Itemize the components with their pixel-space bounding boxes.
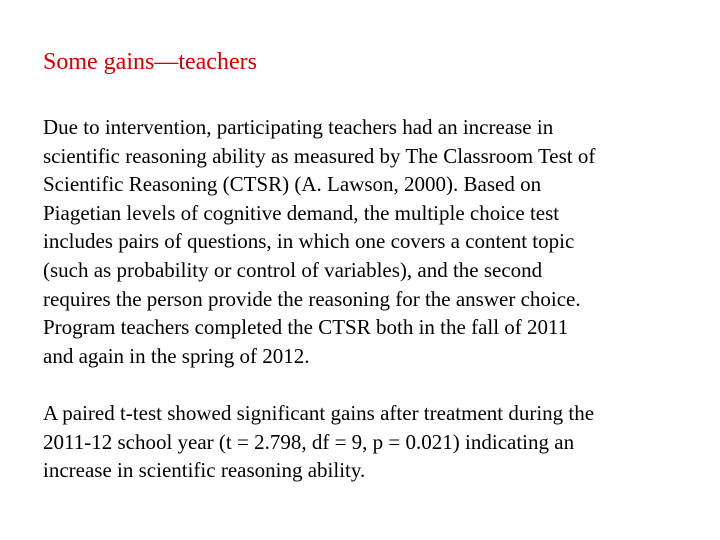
- text-line: Program teachers completed the CTSR both in the fall of 2011: [43, 315, 569, 340]
- text-line: (such as probability or control of variables), and the second: [43, 257, 543, 282]
- body-paragraph-2: [43, 399, 693, 485]
- text-line: increase in scientific reasoning ability.: [43, 458, 366, 483]
- text-line: Scientific Reasoning (CTSR) (A. Lawson, 2000). Based on: [43, 172, 542, 197]
- text-line: requires the person provide the reasoning for the answer choice.: [43, 286, 581, 311]
- text-line: 2011-12 school year (t = 2.798, df = 9, p = 0.021) indicating an: [43, 429, 575, 454]
- body-paragraph-1: [43, 113, 693, 370]
- text-line: Due to intervention, participating teachers had an increase in: [43, 115, 554, 139]
- text-line: and again in the spring of 2012.: [43, 343, 310, 368]
- text-line: includes pairs of questions, in which one covers a content topic: [43, 229, 575, 254]
- text-line: A paired t-test showed significant gains after treatment during the: [43, 400, 595, 425]
- text-line: Piagetian levels of cognitive demand, the multiple choice test: [43, 200, 560, 225]
- text-line: scientific reasoning ability as measured by The Classroom Test of: [43, 143, 596, 168]
- slide-title: Some gains—teachers: [43, 49, 257, 75]
- slide-body: [43, 113, 693, 485]
